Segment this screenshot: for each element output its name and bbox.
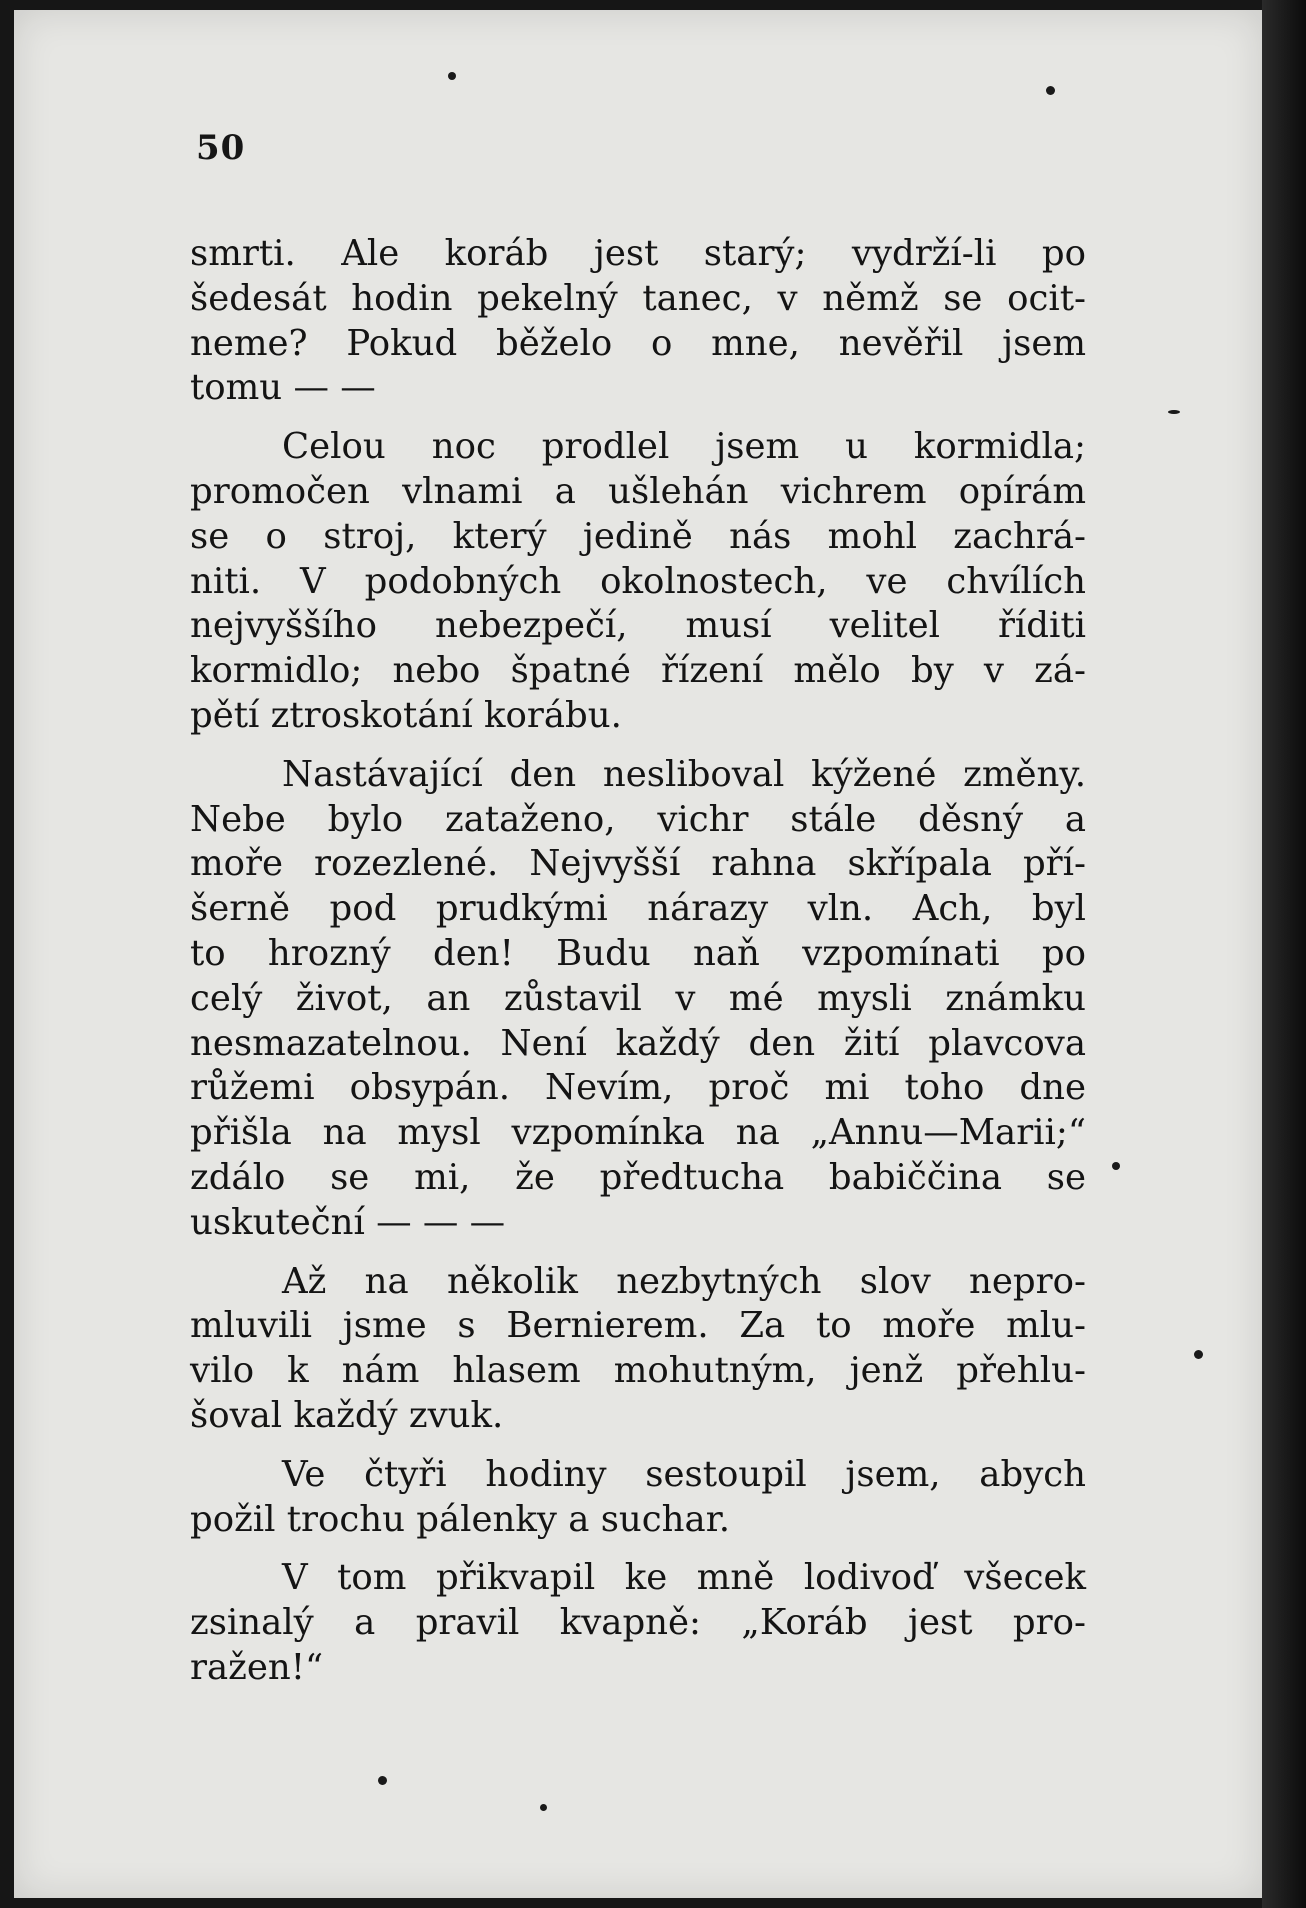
text-line: požil trochu pálenky a suchar. xyxy=(190,1498,731,1540)
paragraph-gap xyxy=(190,739,1086,753)
text-line: neme? Pokud běželo o mne, nevěřil jsem xyxy=(190,322,1086,364)
text-line: smrti. Ale koráb jest starý; vydrží-li po xyxy=(190,233,1086,274)
print-speck xyxy=(1168,410,1180,414)
text-line: celý život, an zůstavil v mé mysli známku xyxy=(190,977,1086,1019)
text-line: nesmazatelnou. Není každý den žití plavcova xyxy=(190,1022,1086,1064)
text-line: pětí ztroskotání korábu. xyxy=(190,694,622,736)
text-line: růžemi obsypán. Nevím, proč mi toho dne xyxy=(190,1067,1086,1109)
text-line: V tom přikvapil ke mně lodivoď všecek xyxy=(282,1557,1086,1599)
text-line: vilo k nám hlasem mohutným, jenž přehlu- xyxy=(190,1350,1086,1392)
text-line: kormidlo; nebo špatné řízení mělo by v zá- xyxy=(190,650,1086,692)
text-line: Nebe bylo zataženo, vichr stále děsný a xyxy=(190,798,1086,840)
text-line: přišla na mysl vzpomínka na „Annu—Marii;“ xyxy=(190,1112,1086,1154)
text-line: se o stroj, který jedině nás mohl zachrá- xyxy=(190,515,1086,557)
text-line: Ve čtyři hodiny sestoupil jsem, abych xyxy=(282,1453,1086,1495)
text-line: šoval každý zvuk. xyxy=(190,1394,504,1436)
print-speck xyxy=(1112,1162,1120,1170)
text-line: Nastávající den nesliboval kýžené změny. xyxy=(282,753,1086,795)
paragraph-gap xyxy=(190,1439,1086,1453)
print-speck xyxy=(540,1804,547,1811)
text-line: zsinalý a pravil kvapně: „Koráb jest pro- xyxy=(190,1602,1086,1644)
text-line: tomu — — xyxy=(190,367,376,409)
paragraph-gap xyxy=(190,411,1086,425)
paragraph-gap xyxy=(190,1542,1086,1556)
text-line: moře rozezlené. Nejvyšší rahna skřípala pří- xyxy=(190,843,1086,885)
text-line: zdálo se mi, že předtucha babiččina se xyxy=(190,1156,1086,1198)
print-speck xyxy=(448,72,456,80)
text-line: šerně pod prudkými nárazy vln. Ach, byl xyxy=(190,888,1086,930)
text-line: ražen!“ xyxy=(190,1646,324,1688)
print-speck xyxy=(1194,1350,1203,1359)
print-speck xyxy=(378,1776,387,1785)
text-line: mluvili jsme s Bernierem. Za to moře mlu- xyxy=(190,1305,1086,1347)
paragraph-gap xyxy=(190,1246,1086,1260)
body-text xyxy=(190,232,1086,1691)
text-line: Až na několik nezbytných slov nepro- xyxy=(282,1260,1086,1302)
page-binding-edge xyxy=(1262,0,1306,1908)
text-line: nejvyššího nebezpečí, musí velitel říditi xyxy=(190,605,1086,647)
text-line: šedesát hodin pekelný tanec, v němž se ocit- xyxy=(190,277,1086,319)
text-line: to hrozný den! Budu naň vzpomínati po xyxy=(190,932,1086,974)
text-line: promočen vlnami a ušlehán vichrem opírám xyxy=(190,470,1086,512)
print-speck xyxy=(1046,86,1055,95)
text-line: uskuteční — — — xyxy=(190,1201,506,1243)
page-number: 50 xyxy=(196,128,246,168)
text-line: niti. V podobných okolnostech, ve chvílích xyxy=(190,560,1086,602)
text-line: Celou noc prodlel jsem u kormidla; xyxy=(282,426,1086,468)
